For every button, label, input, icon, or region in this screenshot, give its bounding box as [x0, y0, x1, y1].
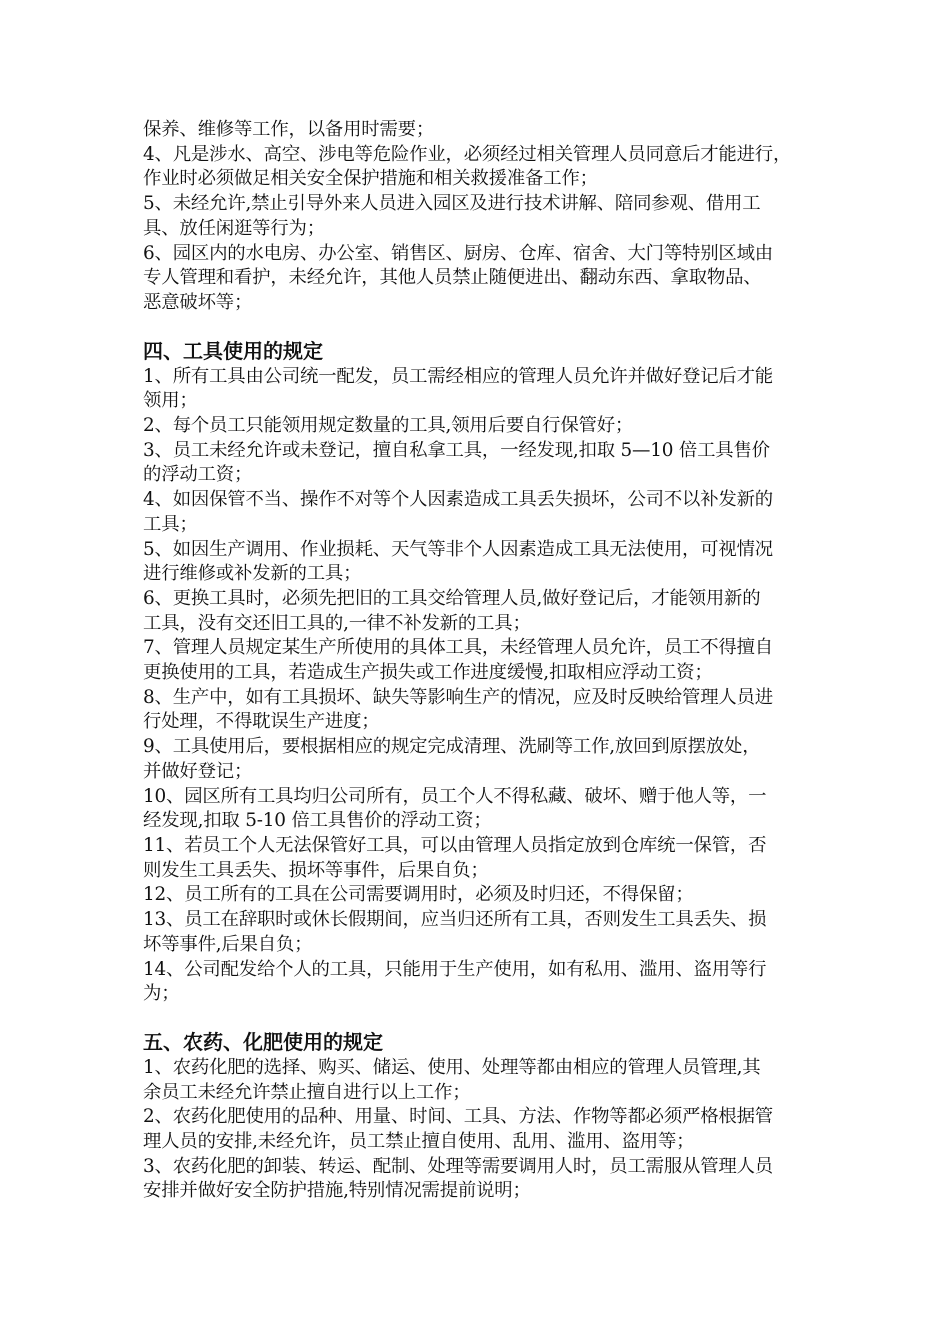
- text-line: 为；: [143, 983, 180, 1005]
- text-line: 7、管理人员规定某生产所使用的具体工具，未经管理人员允许，员工不得擅自: [143, 637, 773, 659]
- text-line: 恶意破坏等；: [143, 291, 253, 313]
- text-line: 2、每个员工只能领用规定数量的工具,领用后要自行保管好；: [143, 415, 634, 437]
- text-line: 安排并做好安全防护措施,特别情况需提前说明；: [143, 1180, 531, 1202]
- text-line: 13、员工在辞职时或休长假期间，应当归还所有工具，否则发生工具丢失、损: [143, 909, 767, 931]
- text-line: 则发生工具丢失、损坏等事件，后果自负；: [143, 859, 489, 881]
- text-line: 1、所有工具由公司统一配发，员工需经相应的管理人员允许并做好登记后才能: [143, 365, 773, 387]
- text-line: 余员工未经允许禁止擅自进行以上工作；: [143, 1081, 471, 1103]
- text-line: 3、员工未经允许或未登记，擅自私拿工具，一经发现,扣取 5—10 倍工具售价: [143, 439, 770, 461]
- text-line: 行处理，不得耽误生产进度；: [143, 711, 380, 733]
- text-line: 6、园区内的水电房、办公室、销售区、厨房、仓库、宿舍、大门等特别区域由: [143, 242, 773, 264]
- text-line: 更换使用的工具，若造成生产损失或工作进度缓慢,扣取相应浮动工资；: [143, 662, 713, 684]
- text-line: 3、农药化肥的卸装、转运、配制、处理等需要调用人时，员工需服从管理人员: [143, 1155, 773, 1177]
- text-line: 1、农药化肥的选择、购买、储运、使用、处理等都由相应的管理人员管理,其: [143, 1056, 761, 1078]
- text-line: 的浮动工资；: [143, 464, 253, 486]
- text-line: 6、更换工具时，必须先把旧的工具交给管理人员,做好登记后，才能领用新的: [143, 587, 761, 609]
- text-line: 经发现,扣取 5-10 倍工具售价的浮动工资；: [143, 810, 492, 832]
- text-line: 10、园区所有工具均归公司所有，员工个人不得私藏、破坏、赠于他人等，一: [143, 785, 767, 807]
- text-line: 作业时必须做足相关安全保护措施和相关救援准备工作；: [143, 168, 598, 190]
- text-line: 11、若员工个人无法保管好工具，可以由管理人员指定放到仓库统一保管，否: [143, 834, 767, 856]
- section-heading: 五、农药、化肥使用的规定: [143, 1029, 383, 1054]
- text-line: 工具，没有交还旧工具的,一律不补发新的工具；: [143, 612, 531, 634]
- text-line: 4、凡是涉水、高空、涉电等危险作业，必须经过相关管理人员同意后才能进行，: [143, 143, 792, 165]
- text-line: 4、如因保管不当、操作不对等个人因素造成工具丢失损坏，公司不以补发新的: [143, 489, 773, 511]
- text-line: 坏等事件,后果自负；: [143, 933, 313, 955]
- text-line: 12、员工所有的工具在公司需要调用时，必须及时归还，不得保留；: [143, 884, 694, 906]
- text-line: 专人管理和看护，未经允许，其他人员禁止随便进出、翻动东西、拿取物品、: [143, 267, 762, 289]
- section-heading: 四、工具使用的规定: [143, 338, 323, 363]
- text-line: 进行维修或补发新的工具；: [143, 563, 362, 585]
- text-line: 2、农药化肥使用的品种、用量、时间、工具、方法、作物等都必须严格根据管: [143, 1106, 773, 1128]
- text-line: 14、公司配发给个人的工具，只能用于生产使用，如有私用、滥用、盗用等行: [143, 958, 767, 980]
- text-line: 具、放任闲逛等行为；: [143, 217, 325, 239]
- text-line: 9、工具使用后，要根据相应的规定完成清理、洗刷等工作,放回到原摆放处，: [143, 736, 761, 758]
- text-line: 保养、维修等工作，以备用时需要；: [143, 119, 435, 140]
- text-line: 5、如因生产调用、作业损耗、天气等非个人因素造成工具无法使用，可视情况: [143, 538, 773, 560]
- document-page: [143, 118, 811, 1204]
- text-line: 领用；: [143, 390, 198, 412]
- text-line: 8、生产中，如有工具损坏、缺失等影响生产的情况，应及时反映给管理人员进: [143, 686, 773, 708]
- text-line: 并做好登记；: [143, 760, 253, 782]
- text-line: 理人员的安排,未经允许，员工禁止擅自使用、乱用、滥用、盗用等；: [143, 1131, 695, 1153]
- text-line: 5、未经允许,禁止引导外来人员进入园区及进行技术讲解、陪同参观、借用工: [143, 193, 761, 215]
- text-line: 工具；: [143, 513, 198, 535]
